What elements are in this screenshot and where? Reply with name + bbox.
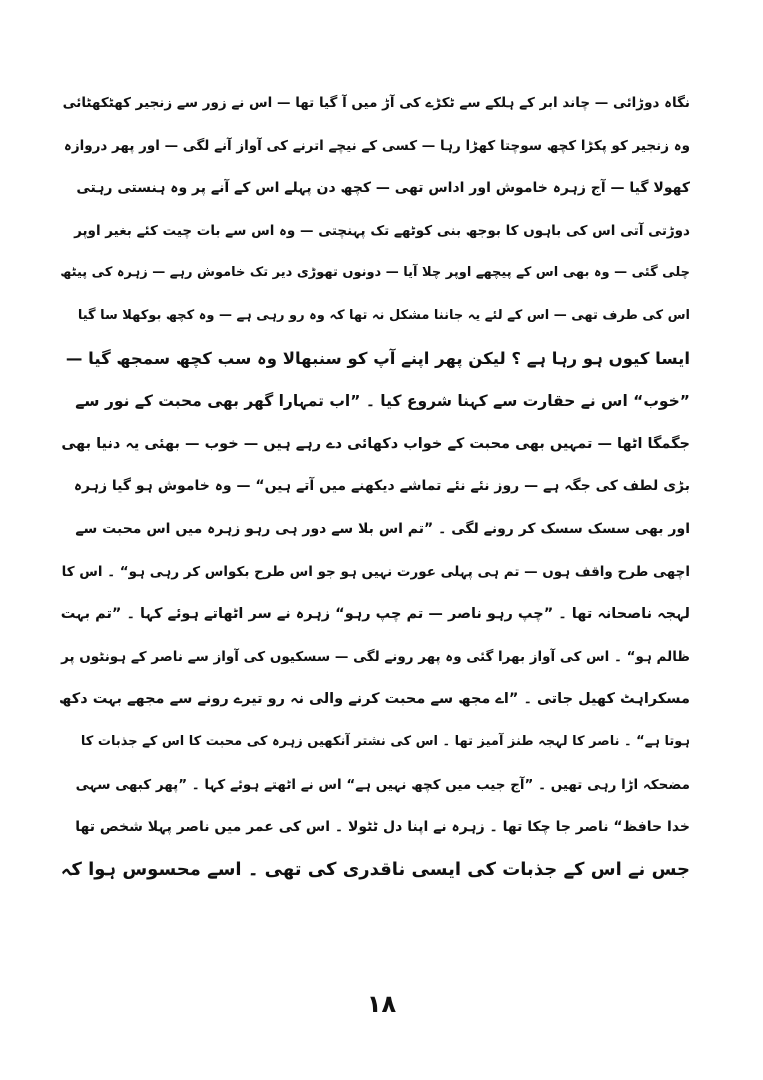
text-line: خدا حافظ“ ناصر جا چکا تھا ۔ زہرہ نے اپنا دل ٹٹولا ۔ اس کی عمر میں ناصر پہلا شخص تھا [75, 819, 690, 836]
text-line: دوڑتی آتی اس کی باہوں کا بوجھ بنی کوٹھے تک پہنچتی — وہ اس سے بات چیت کئے بغیر اوپر [74, 222, 690, 239]
page-number: ۱۸ [366, 990, 397, 1018]
page-body-text [58, 82, 690, 891]
text-line: اور بھی سسک سسک کر رونے لگی ۔ ”تم اس بلا سے دور ہی رہو زہرہ میں اس محبت سے [75, 520, 690, 537]
text-line: ظالم ہو“ ۔ اس کی آواز بھرا گئی وہ پھر رونے لگی — سسکیوں کی آواز سے ناصر کے ہونٹوں پر [61, 648, 690, 665]
text-line: کھولا گیا — آج زہرہ خاموش اور اداس تھی — کچھ دن پہلے اس کے آنے پر وہ ہنستی رہتی [76, 180, 690, 197]
text-line: ”خوب“ اس نے حقارت سے کہنا شروع کیا ۔ ”اب تمہارا گھر بھی محبت کے نور سے [75, 392, 690, 411]
text-line: چلی گئی — وہ بھی اس کے پیچھے اوپر چلا آیا — دونوں تھوڑی دیر تک خاموش رہے — زہرہ کی پیٹھ [60, 265, 690, 281]
text-line: اچھی طرح واقف ہوں — تم ہی پہلی عورت نہیں ہو جو اس طرح بکواس کر رہی ہو“ ۔ اس کا [61, 563, 690, 580]
text-line: اس کی طرف تھی — اس کے لئے یہ جاننا مشکل نہ تھا کہ وہ رو رہی ہے — وہ کچھ بوکھلا سا گیا [77, 307, 690, 323]
text-line: ایسا کیوں ہو رہا ہے ؟ لیکن پھر اپنے آپ کو سنبھالا وہ سب کچھ سمجھ گیا — [65, 348, 690, 368]
text-line: لہجہ ناصحانہ تھا ۔ ”چپ رہو ناصر — تم چپ رہو“ زہرہ نے سر اٹھاتے ہوئے کہا ۔ ”تم بہت [60, 606, 690, 623]
text-line: وہ زنجیر کو پکڑا کچھ سوچتا کھڑا رہا — کسی کے نیچے اترنے کی آواز آنے لگی — اور پھر دروازہ [63, 137, 690, 154]
text-line: بڑی لطف کی جگہ ہے — روز نئے نئے تماشے دیکھنے میں آتے ہیں“ — وہ خاموش ہو گیا زہرہ [73, 478, 690, 495]
text-line: نگاہ دوڑائی — چاند ابر کے ہلکے سے ٹکڑے کی آڑ میں آ گیا تھا — اس نے زور سے زنجیر کھٹکھٹائی [62, 95, 690, 111]
text-line: مسکراہٹ کھیل جاتی ۔ ”اے مجھ سے محبت کرنے والی نہ رو تیرے رونے سے مجھے بہت دکھ [59, 691, 690, 708]
text-line: جس نے اس کے جذبات کی ایسی ناقدری کی تھی ۔ اسے محسوس ہوا کہ [60, 858, 690, 880]
text-line: جگمگا اٹھا — تمہیں بھی محبت کے خواب دکھائی دے رہے ہیں — خوب — بھئی یہ دنیا بھی [61, 435, 690, 452]
text-line: ہوتا ہے“ ۔ ناصر کا لہجہ طنز آمیز تھا ۔ اس کی نشتر آنکھیں زہرہ کی محبت کا اس کے جذبات کا [80, 733, 690, 749]
text-line: مضحکہ اڑا رہی تھیں ۔ ”آج جیب میں کچھ نہیں ہے“ اس نے اٹھتے ہوئے کہا ۔ ”پھر کبھی سہی [75, 776, 690, 793]
